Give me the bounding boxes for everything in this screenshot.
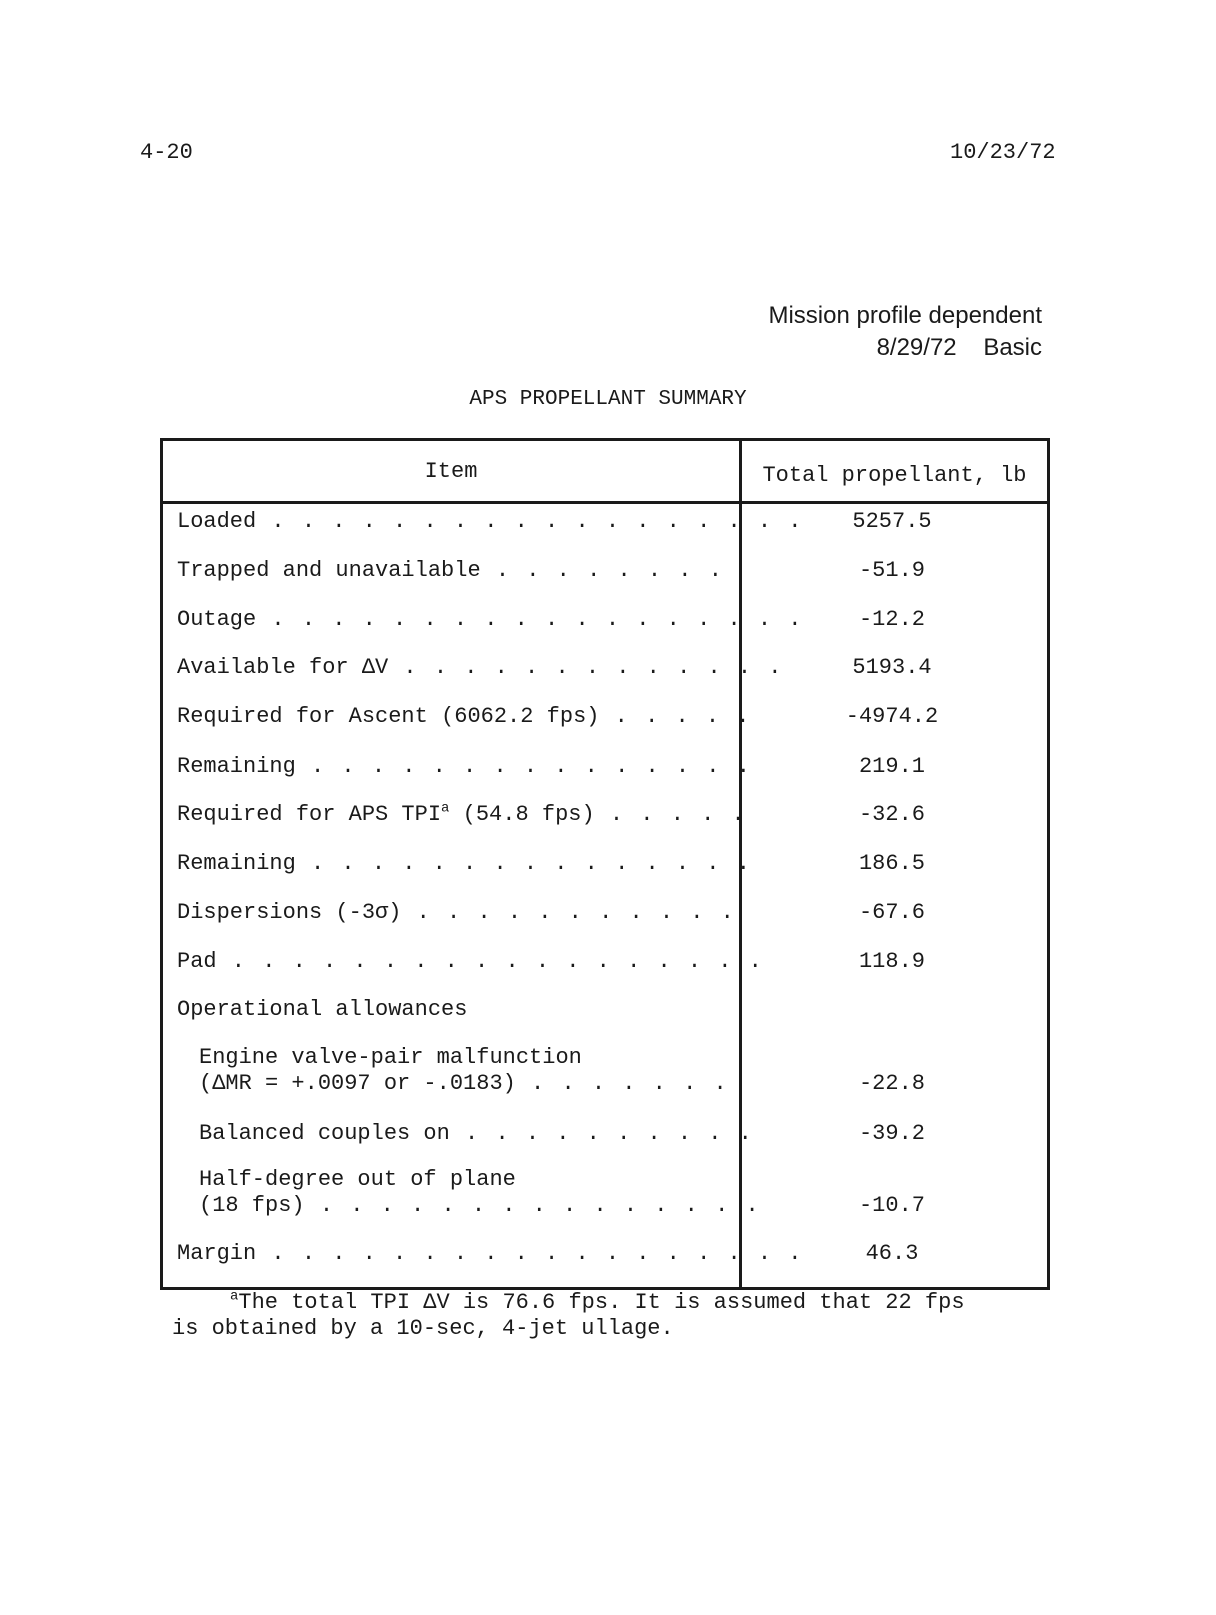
- leader-dots: . . . . .: [594, 802, 747, 827]
- row-label: [177, 607, 804, 632]
- row-label: [199, 1071, 729, 1096]
- document-date: 10/23/72: [950, 140, 1056, 165]
- leader-dots: . . . . . . . . . . . . . . .: [304, 1193, 761, 1218]
- table-row: [163, 802, 1047, 832]
- table-row: [163, 655, 1047, 685]
- row-label: [177, 949, 764, 974]
- row-value: 5257.5: [852, 509, 932, 534]
- row-label-text: Margin: [177, 1241, 257, 1266]
- row-label-suffix: (54.8 fps): [449, 802, 595, 827]
- row-label: [177, 1241, 804, 1266]
- table-row: [163, 1241, 1047, 1271]
- row-label-text: (ΔMR = +.0097 or -.0183): [199, 1071, 516, 1096]
- row-label: [177, 704, 752, 729]
- row-label: [177, 800, 747, 827]
- profile-note-line1: Mission profile dependent: [768, 302, 1042, 329]
- column-header-total: Total propellant, lb: [762, 463, 1027, 488]
- row-value: 219.1: [858, 754, 925, 779]
- leader-dots: . . . . . . . .: [480, 558, 724, 583]
- footnote-ref: a: [441, 800, 450, 817]
- leader-dots: . . . . . . . . . .: [449, 1121, 754, 1146]
- row-label: [177, 900, 736, 925]
- row-label: [177, 509, 804, 534]
- row-label: [199, 1193, 761, 1218]
- row-label-text: Available for ΔV: [177, 655, 389, 680]
- row-label-text: Remaining: [177, 754, 296, 779]
- row-label: [177, 997, 697, 1022]
- propellant-table: [160, 438, 1050, 1290]
- table-row: [163, 607, 1047, 637]
- table-row: [163, 1167, 1047, 1223]
- table-row: [163, 754, 1047, 784]
- profile-note-line2: [760, 332, 1042, 364]
- table-row: [163, 851, 1047, 881]
- table-row: [163, 704, 1047, 734]
- row-label-text: Required for APS TPI: [177, 802, 442, 827]
- row-label: [177, 558, 724, 583]
- leader-dots: . . . . . . . . . . . . .: [388, 655, 784, 680]
- leader-dots: . . . . . . . . . . .: [401, 900, 736, 925]
- table-row: [163, 1045, 1047, 1101]
- profile-note-status: Basic: [983, 334, 1042, 361]
- row-label: [199, 1121, 754, 1146]
- row-value: -67.6: [858, 900, 925, 925]
- table-row: [163, 949, 1047, 979]
- table-row: [163, 509, 1047, 539]
- row-label-line1: Half-degree out of plane: [199, 1167, 516, 1192]
- row-value: -4974.2: [845, 704, 939, 729]
- table-row: [163, 997, 1047, 1027]
- column-header-item: Item: [424, 459, 478, 484]
- row-label-text: Outage: [177, 607, 257, 632]
- row-value: 118.9: [858, 949, 925, 974]
- row-value: -10.7: [858, 1193, 925, 1218]
- row-label: [177, 851, 752, 876]
- row-value: -22.8: [858, 1071, 925, 1096]
- row-label: [177, 754, 752, 779]
- row-label: [177, 655, 784, 680]
- row-label-text: Required for Ascent (6062.2 fps): [177, 704, 600, 729]
- row-value: -51.9: [858, 558, 925, 583]
- leader-dots: . . . . . . . . . . . . . . . . . .: [256, 509, 804, 534]
- row-value: 46.3: [865, 1241, 919, 1266]
- row-value: 186.5: [858, 851, 925, 876]
- row-value: -39.2: [858, 1121, 925, 1146]
- table-row: [163, 1121, 1047, 1151]
- leader-dots: . . . . . . .: [515, 1071, 729, 1096]
- row-label-text: Pad: [177, 949, 217, 974]
- leader-dots: . . . . . . . . . . . . . . .: [295, 754, 752, 779]
- footnote-line2: is obtained by a 10-sec, 4-jet ullage.: [172, 1316, 674, 1341]
- profile-note-date: 8/29/72: [876, 334, 957, 361]
- row-label-line1: Engine valve-pair malfunction: [199, 1045, 582, 1070]
- leader-dots: . . . . . . . . . . . . . . . . . .: [256, 607, 804, 632]
- table-row: [163, 900, 1047, 930]
- leader-dots: . . . . . . . . . . . . . . . . . .: [256, 1241, 804, 1266]
- header-rule: [163, 501, 1047, 504]
- page-number: 4-20: [140, 140, 193, 165]
- row-value: -12.2: [858, 607, 925, 632]
- row-value: -32.6: [858, 802, 925, 827]
- row-label-text: Dispersions (-3σ): [177, 900, 402, 925]
- row-label-text: Remaining: [177, 851, 296, 876]
- row-label-text: Balanced couples on: [199, 1121, 450, 1146]
- footnote: [172, 1290, 992, 1342]
- row-label-text: (18 fps): [199, 1193, 305, 1218]
- leader-dots: . . . . .: [599, 704, 752, 729]
- table-title: APS PROPELLANT SUMMARY: [469, 388, 747, 411]
- row-value: 5193.4: [852, 655, 932, 680]
- table-row: [163, 558, 1047, 588]
- leader-dots: . . . . . . . . . . . . . . .: [295, 851, 752, 876]
- row-label-text: Loaded: [177, 509, 257, 534]
- leader-dots: . . . . . . . . . . . . . . . . . .: [216, 949, 764, 974]
- row-label-text: Trapped and unavailable: [177, 558, 481, 583]
- profile-note: [760, 300, 1042, 364]
- footnote-marker: a: [230, 1288, 239, 1305]
- footnote-line1: The total TPI ΔV is 76.6 fps. It is assumed that 22 fps: [238, 1290, 965, 1315]
- row-label-text: Operational allowances: [177, 997, 468, 1022]
